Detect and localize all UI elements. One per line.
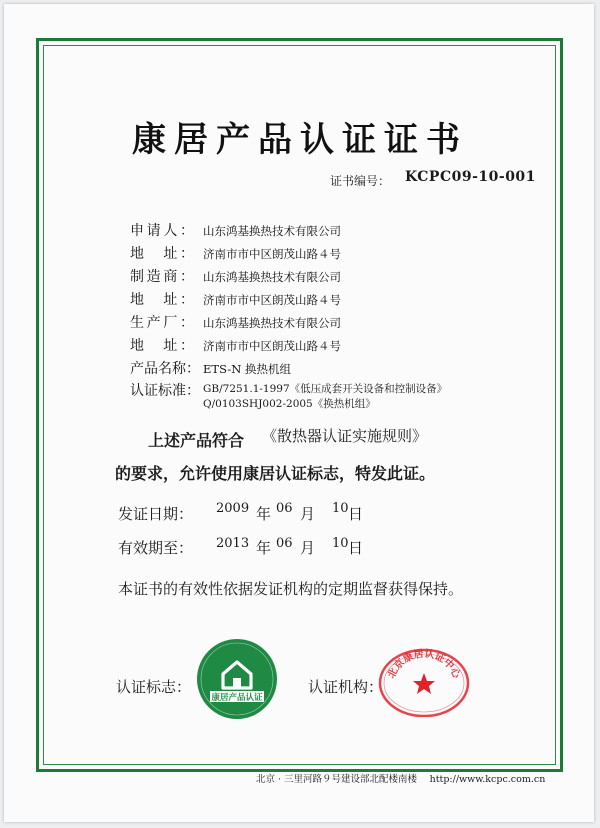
red-seal-icon	[374, 643, 474, 717]
factory-address-value: 济南市市中区朗茂山路４号	[203, 339, 341, 353]
factory-label: 生产厂：	[130, 315, 194, 331]
expiry-date-label: 有效期至：	[118, 539, 194, 557]
issue-date-label: 发证日期：	[118, 505, 194, 523]
manufacturer-address-value: 济南市市中区朗茂山路４号	[203, 293, 341, 307]
logo-text: 康居产品认证	[211, 693, 263, 703]
validity-note: 本证书的有效性依据发证机构的定期监督获得保持。	[118, 580, 464, 598]
issue-month: 06	[276, 501, 293, 516]
footer-address: 北京 · 三里河路９号建设部北配楼南楼 http://www.kcpc.com.cn	[256, 774, 546, 785]
standard-label: 认证标准：	[130, 383, 200, 399]
manufacturer-value: 山东鸿基换热技术有限公司	[203, 270, 341, 284]
applicant-address-value: 济南市市中区朗茂山路４号	[203, 247, 341, 261]
statement-part-1: 上述产品符合	[148, 431, 245, 450]
issue-day: 10	[332, 501, 349, 516]
issue-day-unit: 日	[348, 505, 364, 523]
standard-line-2: Q/0103SHJ002-2005《换热机组》	[203, 398, 376, 410]
statement-rule: 《散热器认证实施规则》	[262, 427, 428, 445]
manufacturer-address-label: 地 址：	[130, 292, 194, 308]
factory-value: 山东鸿基换热技术有限公司	[203, 316, 341, 330]
expiry-month: 06	[276, 536, 293, 551]
house-logo-icon	[196, 638, 278, 720]
kangju-certification-logo	[196, 638, 278, 720]
standard-line-1: GB/7251.1-1997《低压成套开关设备和控制设备》	[203, 383, 448, 395]
applicant-label: 申请人：	[130, 223, 194, 239]
official-seal	[374, 643, 474, 717]
expiry-year-unit: 年	[256, 539, 272, 557]
certificate-title: 康居产品认证证书	[132, 120, 468, 160]
issue-year-unit: 年	[256, 505, 272, 523]
statement-part-2: 的要求，允许使用康居认证标志，特发此证。	[115, 464, 436, 483]
factory-address-label: 地 址：	[130, 338, 194, 354]
certification-mark-label: 认证标志：	[116, 678, 192, 696]
product-name-value: ETS-N 换热机组	[203, 362, 291, 376]
issue-month-unit: 月	[300, 505, 316, 523]
applicant-address-label: 地 址：	[130, 246, 194, 262]
applicant-value: 山东鸿基换热技术有限公司	[203, 224, 341, 238]
expiry-day-unit: 日	[348, 539, 364, 557]
manufacturer-label: 制造商：	[130, 269, 194, 285]
expiry-month-unit: 月	[300, 539, 316, 557]
issue-year: 2009	[216, 501, 250, 516]
cert-number-label: 证书编号：	[330, 174, 391, 188]
expiry-day: 10	[332, 536, 349, 551]
certification-body-label: 认证机构：	[308, 678, 384, 696]
product-name-label: 产品名称：	[130, 361, 200, 377]
cert-number-value: KCPC09-10-001	[405, 169, 536, 185]
seal-text: 北京康居认证中心	[386, 648, 462, 681]
expiry-year: 2013	[216, 536, 250, 551]
